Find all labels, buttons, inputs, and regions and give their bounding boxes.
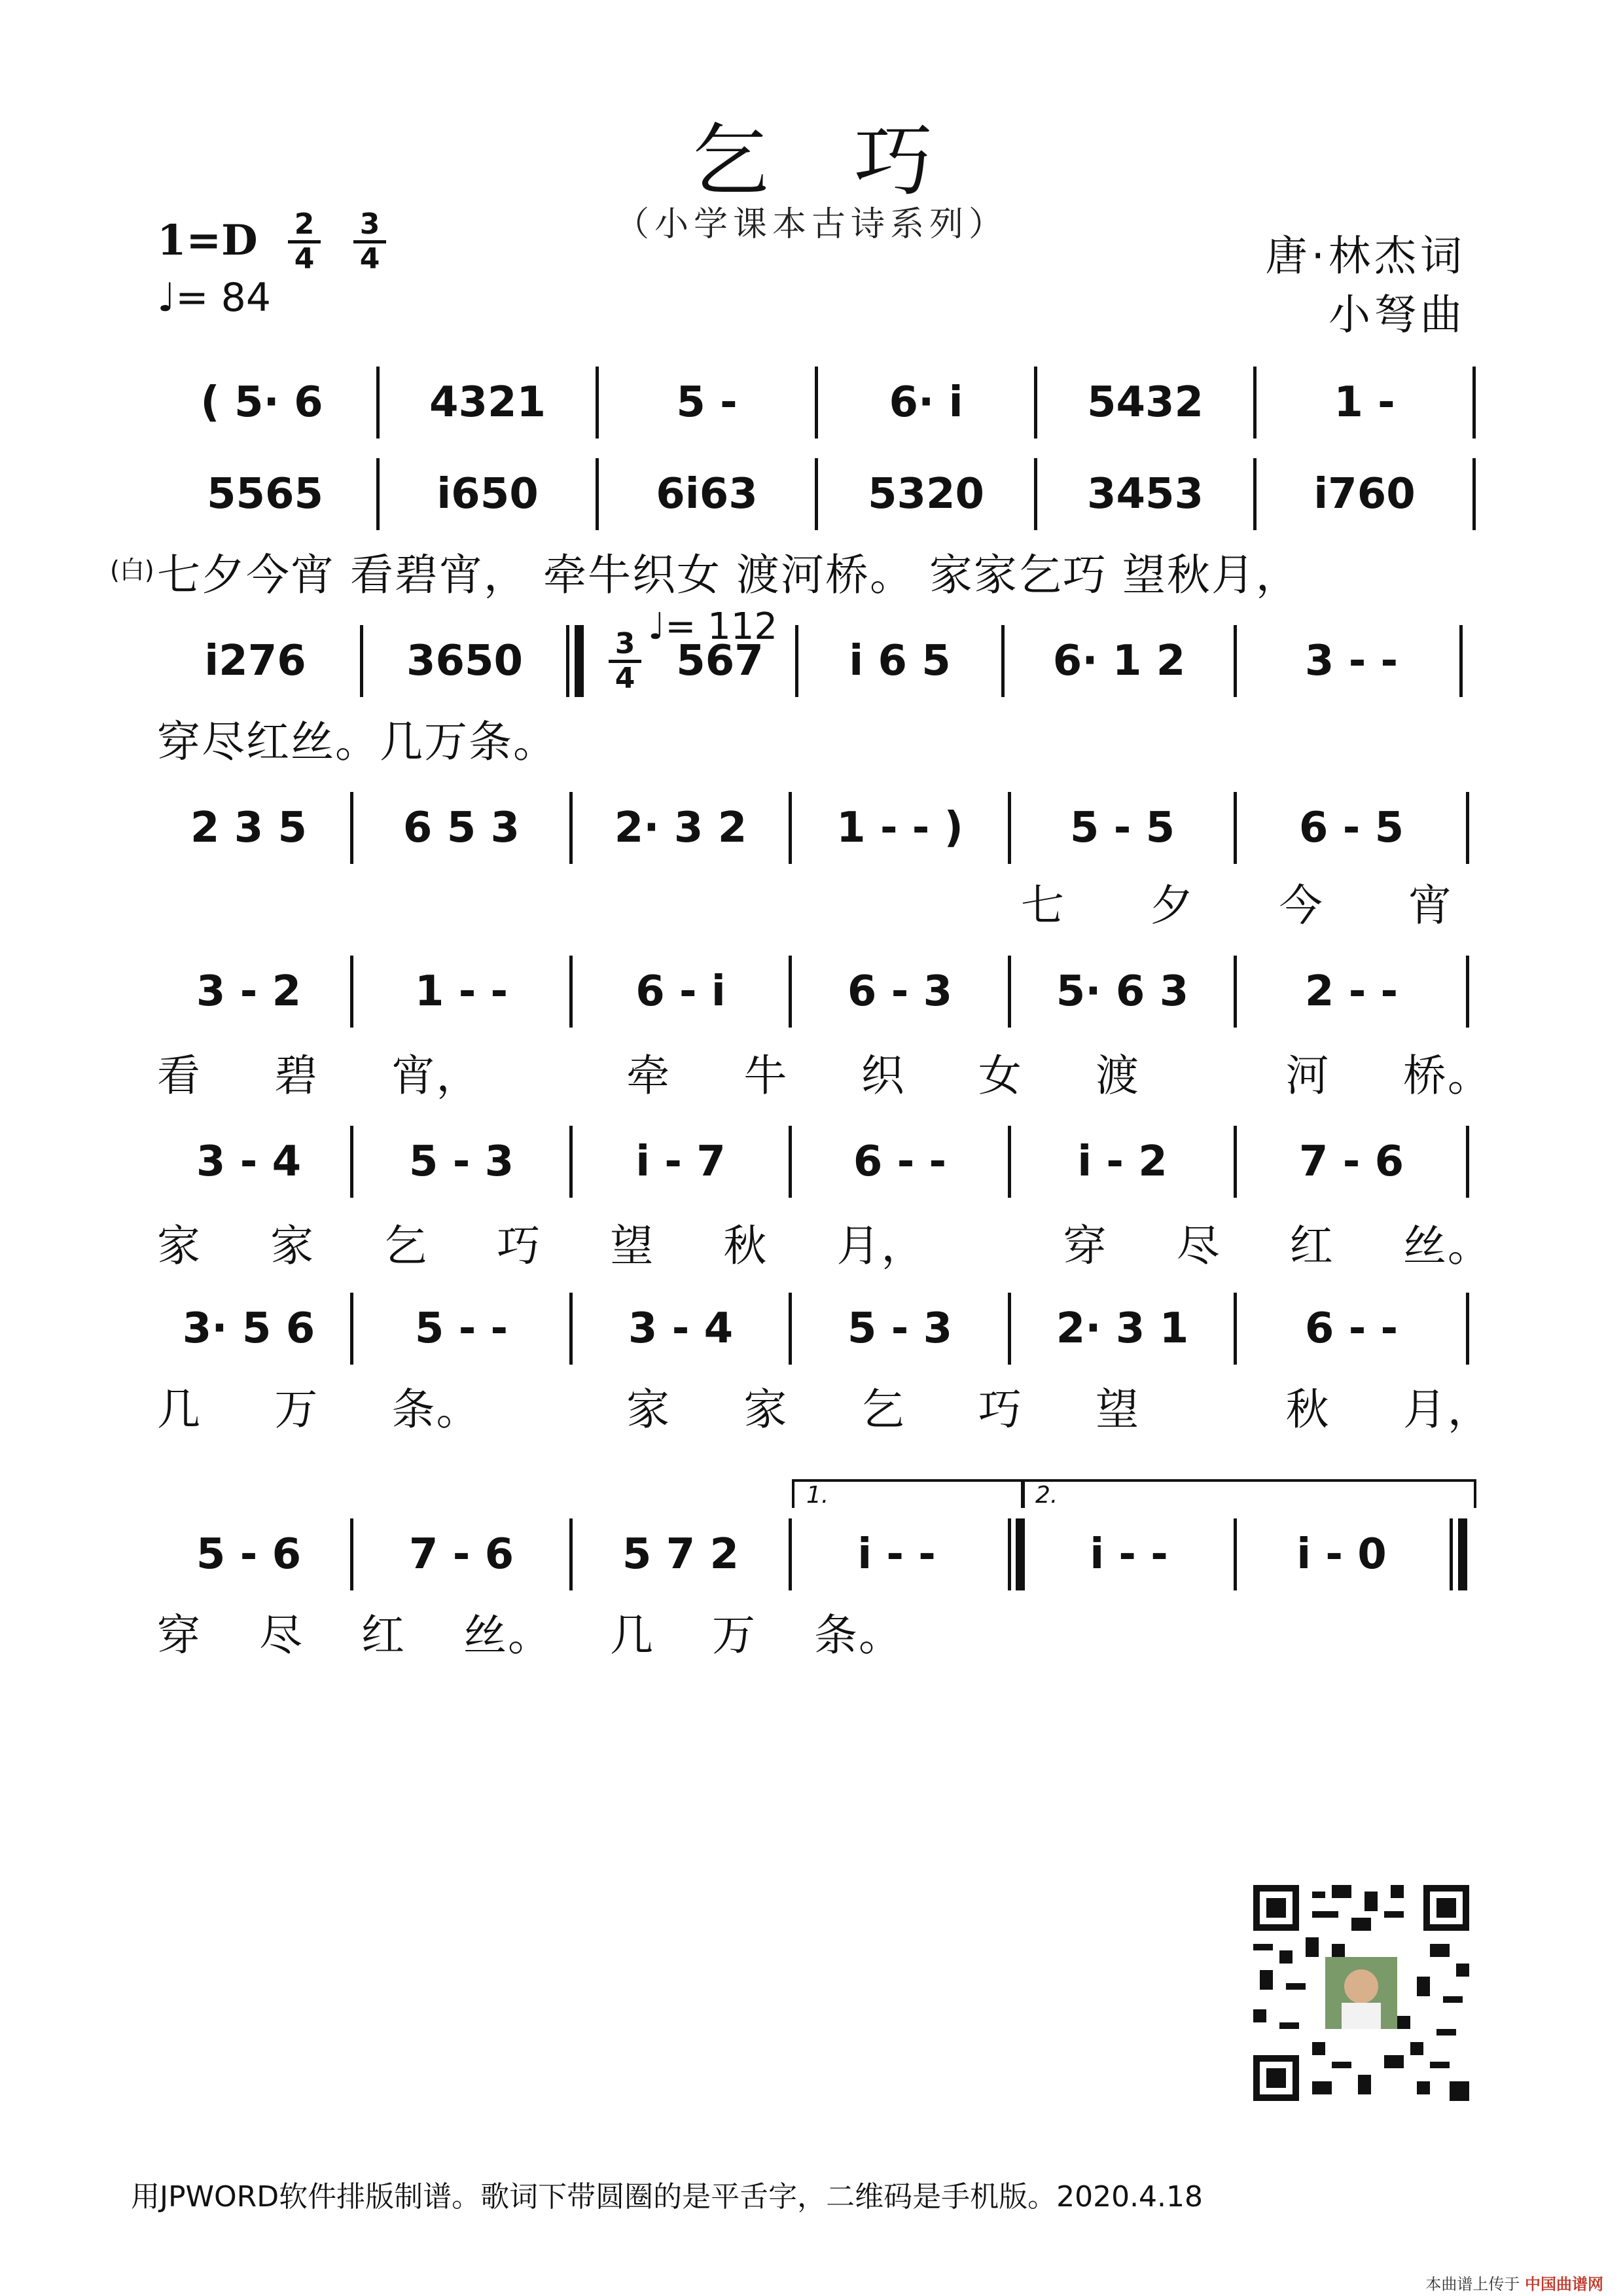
measure: 2· 3 1	[1056, 1304, 1189, 1353]
barline	[1472, 458, 1476, 530]
measure: 1 - -	[414, 967, 508, 1016]
page-title: 乞巧	[690, 116, 1018, 207]
composer: 小弩曲	[1329, 291, 1466, 340]
measure: 2 - -	[1304, 967, 1399, 1016]
barline	[1034, 458, 1037, 530]
measure: 567	[676, 637, 764, 685]
measure: 5 - -	[414, 1304, 508, 1353]
measure: i650	[437, 470, 539, 518]
measure: 6· 1 2	[1052, 637, 1186, 685]
barline	[815, 367, 818, 439]
barline	[789, 956, 792, 1028]
barline	[1466, 1293, 1469, 1365]
measure: 6i63	[656, 470, 758, 518]
barline	[1472, 367, 1476, 439]
lyric-line-7: 几 万 条。 家 家 乞 巧 望 秋 月，	[157, 1384, 1492, 1435]
barline	[1234, 625, 1237, 697]
barline	[569, 956, 573, 1028]
measure: i - 0	[1296, 1530, 1387, 1579]
barline	[1234, 1126, 1237, 1198]
measure: 5· 6 3	[1056, 967, 1189, 1016]
lyric-line-2: 七夕今宵 看碧宵， 牵牛织女 渡河桥。 家家乞巧 望秋月，	[157, 550, 1300, 600]
barline	[376, 458, 380, 530]
barline	[596, 458, 599, 530]
measure: 6· i	[889, 378, 963, 427]
measure: 5 - 3	[847, 1304, 953, 1353]
barline	[789, 1518, 792, 1590]
site-logo: 中国曲谱网	[1525, 2275, 1603, 2293]
final-barline	[1458, 1518, 1467, 1590]
barline	[569, 792, 573, 864]
barline	[1253, 458, 1257, 530]
measure: 4321	[429, 378, 546, 427]
barline	[795, 625, 798, 697]
lyric-line-6: 家 家 乞 巧 望 秋 月， 穿 尽 红 丝。	[157, 1221, 1492, 1271]
staff-row-5	[0, 956, 1623, 1034]
footer-note: 用JPWORD软件排版制谱。歌词下带圆圈的是平舌字，二维码是手机版。2020.4.18	[131, 2180, 1204, 2214]
measure: i - 2	[1077, 1138, 1168, 1186]
barline	[350, 792, 353, 864]
measure: 5 7 2	[622, 1530, 740, 1579]
subtitle: （小学课本古诗系列）	[615, 205, 1008, 244]
final-barline	[1450, 1518, 1453, 1590]
barline	[1466, 956, 1469, 1028]
measure: 3 - 2	[196, 967, 302, 1016]
measure: i 6 5	[849, 637, 951, 685]
measure: 5565	[206, 470, 324, 518]
barline	[1234, 1293, 1237, 1365]
measure: 5 - 5	[1069, 804, 1175, 852]
barline	[1034, 367, 1037, 439]
barline	[815, 458, 818, 530]
repeat-start-barline	[575, 625, 584, 697]
barline	[360, 625, 363, 697]
barline	[1234, 792, 1237, 864]
measure: 6 - 3	[847, 967, 953, 1016]
key-signature: 1=D	[157, 216, 258, 265]
footer-site: 本曲谱上传于 中国曲谱网	[1425, 2275, 1603, 2293]
measure: 3· 5 6	[182, 1304, 315, 1353]
barline	[350, 956, 353, 1028]
measure: 3 - 4	[628, 1304, 734, 1353]
measure: 3453	[1086, 470, 1204, 518]
barline	[350, 1293, 353, 1365]
barline	[569, 1293, 573, 1365]
measure: i760	[1313, 470, 1416, 518]
tempo-change: ♩= 112	[648, 605, 778, 648]
barline	[350, 1126, 353, 1198]
staff-row-8	[0, 1518, 1623, 1597]
staff-row-4	[0, 792, 1623, 870]
barline	[1001, 625, 1005, 697]
measure: 2 3 5	[190, 804, 308, 852]
measure: i - 7	[635, 1138, 726, 1186]
measure: ( 5· 6	[200, 378, 323, 427]
measure: 3 - 4	[196, 1138, 302, 1186]
measure: 6 5 3	[402, 804, 520, 852]
volta-1: 1.	[792, 1479, 1025, 1508]
measure: 2· 3 2	[614, 804, 747, 852]
lyric-line-5: 看 碧 宵， 牵 牛 织 女 渡 河 桥。	[157, 1050, 1492, 1101]
staff-row-2	[0, 458, 1623, 537]
barline	[350, 1518, 353, 1590]
barline	[1459, 625, 1463, 697]
staff-row-7	[0, 1293, 1623, 1371]
measure: 1 -	[1334, 378, 1395, 427]
barline	[1234, 956, 1237, 1028]
measure: i - -	[1090, 1530, 1168, 1579]
barline	[1466, 1126, 1469, 1198]
time-signature-3-4: 3 4	[609, 629, 641, 694]
barline	[1234, 1518, 1237, 1590]
time-signature-3-4: 3 4	[353, 209, 386, 274]
lyricist: 唐·林杰词	[1265, 232, 1466, 281]
repeat-start-barline	[566, 625, 569, 697]
measure: 6 - -	[853, 1138, 947, 1186]
volta-2: 2.	[1021, 1479, 1476, 1508]
barline	[1008, 1126, 1011, 1198]
qr-code	[1253, 1885, 1469, 2101]
measure: 5320	[867, 470, 985, 518]
measure: 3 - -	[1304, 637, 1399, 685]
barline	[1466, 792, 1469, 864]
measure: 1 - - )	[836, 804, 963, 852]
measure: i - -	[857, 1530, 936, 1579]
barline	[1008, 956, 1011, 1028]
staff-row-3	[0, 625, 1623, 704]
measure: 6 - i	[635, 967, 726, 1016]
barline	[1008, 792, 1011, 864]
spoken-mark: (白)	[110, 556, 154, 584]
measure: 5 -	[676, 378, 738, 427]
barline	[569, 1518, 573, 1590]
staff-row-6	[0, 1126, 1623, 1204]
measure: 6 - 5	[1298, 804, 1404, 852]
staff-row-1	[0, 367, 1623, 445]
measure: 6 - -	[1304, 1304, 1399, 1353]
barline	[376, 367, 380, 439]
barline	[1008, 1293, 1011, 1365]
repeat-end-barline	[1016, 1518, 1025, 1590]
measure: 5 - 6	[196, 1530, 302, 1579]
measure: 3650	[406, 637, 524, 685]
measure: 7 - 6	[408, 1530, 514, 1579]
tempo-marking: ♩= 84	[157, 275, 271, 321]
barline	[1253, 367, 1257, 439]
time-signature-2-4: 2 4	[288, 209, 321, 274]
lyric-line-3: 穿尽红丝。几万条。	[157, 717, 558, 767]
measure: 5432	[1086, 378, 1204, 427]
barline	[789, 1126, 792, 1198]
barline	[789, 792, 792, 864]
lyric-line-8: 穿 尽 红 丝。 几 万 条。	[157, 1610, 903, 1660]
lyric-line-4: 七 夕 今 宵	[1021, 880, 1453, 931]
repeat-end-barline	[1008, 1518, 1011, 1590]
measure: 5 - 3	[408, 1138, 514, 1186]
measure: i276	[204, 637, 306, 685]
barline	[789, 1293, 792, 1365]
measure: 7 - 6	[1298, 1138, 1404, 1186]
barline	[596, 367, 599, 439]
barline	[569, 1126, 573, 1198]
